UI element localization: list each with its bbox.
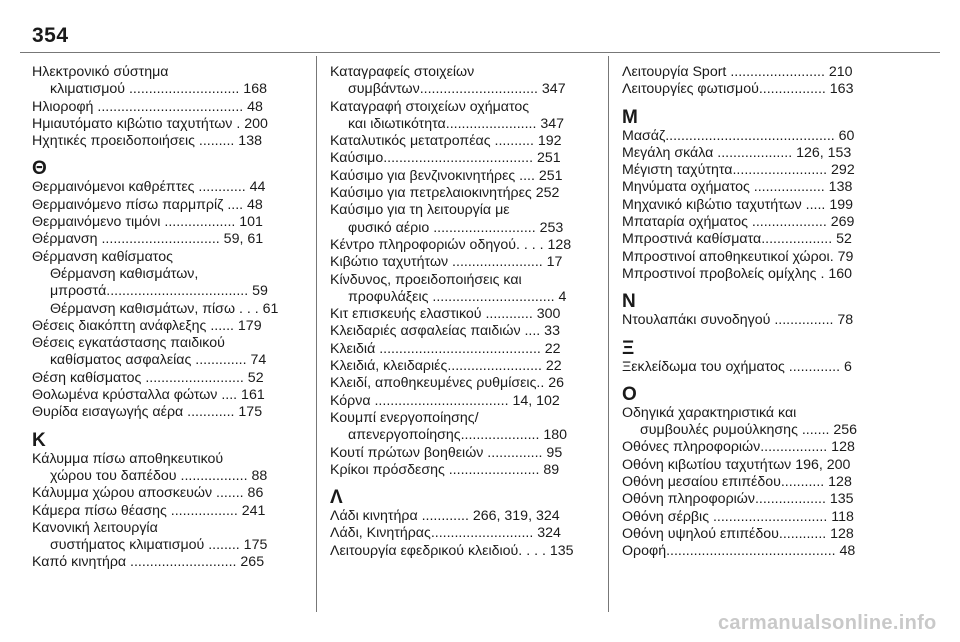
index-entry [622,249,890,266]
index-entry [622,474,890,491]
entry-continuation: συμβάντων.............................. 347 [348,81,566,98]
index-entry [32,485,300,502]
entry-continuation: χώρου του δαπέδου ................. 88 [50,467,268,484]
entry-term: Οθόνες πληροφοριών................. 128 [622,439,855,456]
entry-term: Μηχανικό κιβώτιο ταχυτήτων ..... 199 [622,196,853,213]
index-entry [330,543,598,560]
entry-term: Οθόνη μεσαίου επιπέδου........... 128 [622,474,852,491]
entry-term: Καύσιμο...................................... 251 [330,150,561,167]
entry-term: Θυρίδα εισαγωγής αέρα ............ 175 [32,404,263,421]
entry-continuation: φυσικό αέριο .......................... 253 [348,219,564,236]
index-entry [622,312,890,329]
index-entry [622,81,890,98]
entry-term: Μπροστινά καθίσματα.................. 52 [622,231,852,248]
index-entry [330,375,598,392]
section-letter: Ο [622,383,637,405]
entry-term: Κόρνα .................................. 14, 102 [330,392,560,409]
section-letter: Ξ [622,337,635,359]
index-entry [32,99,300,116]
index-column-3 [622,64,890,561]
entry-continuation: καθίσματος ασφαλείας ............. 74 [50,352,267,369]
column-divider [316,56,317,612]
entry-term: Λειτουργίες φωτισμού................. 163 [622,81,854,98]
entry-continuation: Θέρμανση καθισμάτων, [50,265,199,282]
index-entry [32,387,300,404]
entry-term: Κίνδυνος, προειδοποιήσεις και [330,271,522,288]
index-entry [622,162,890,179]
header-rule [20,52,940,53]
entry-term: Λάδι, Κινητήρας.......................... 324 [330,525,561,542]
entry-term: Θολωμένα κρύσταλλα φώτων .... 161 [32,387,265,404]
column-divider [608,56,609,612]
entry-term: Κιβώτιο ταχυτήτων ....................... 17 [330,254,563,271]
index-entry [622,64,890,81]
entry-term: Μπαταρία οχήματος ................... 269 [622,214,855,231]
index-entry [32,179,300,196]
index-entry [622,405,890,440]
entry-term: Λειτουργία Sport ........................ 210 [622,64,853,80]
entry-term: Κουμπί ενεργοποίησης/ [330,409,479,426]
entry-term: Καταλυτικός μετατροπέας .......... 192 [330,133,562,150]
index-entry [330,445,598,462]
index-entry [330,341,598,358]
entry-term: Κλειδιά, κλειδαριές........................ 22 [330,358,562,375]
index-entry [32,197,300,214]
entry-term: Καταγραφή στοιχείων οχήματος [330,98,530,115]
index-entry [622,214,890,231]
entry-continuation: συστήματος κλιματισμού ........ 175 [50,537,268,554]
index-entry [32,520,300,555]
entry-term: Μηνύματα οχήματος .................. 138 [622,179,853,196]
entry-term: Θέρμανση .............................. 59, 61 [32,231,264,248]
index-column-1 [32,64,300,572]
entry-term: Καύσιμο για βενζινοκινητήρες .... 251 [330,167,563,184]
entry-term: Θέσεις διακόπτη ανάφλεξης ...... 179 [32,317,262,334]
entry-term: Καύσιμο για τη λειτουργία με [330,202,510,219]
entry-term: Κάλυμμα πίσω αποθηκευτικού [32,450,224,467]
section-letter: Κ [32,429,46,451]
entry-term: Κέντρο πληροφοριών οδηγού. . . . 128 [330,236,572,253]
index-entry [32,64,300,99]
index-entry [32,451,300,486]
index-entry [330,185,598,202]
index-entry [32,370,300,387]
entry-continuation: κλιματισμού ............................ 168 [50,81,267,98]
index-entry [622,359,890,376]
index-entry [330,410,598,445]
index-entry [32,231,300,248]
index-entry [622,491,890,508]
index-entry [32,301,300,318]
index-entry [32,249,300,301]
entry-term: Κλειδί, αποθηκευμένες ρυθμίσεις.. 26 [330,375,565,392]
index-entry [330,525,598,542]
entry-term: Ξεκλείδωμα του οχήματος ............. 6 [622,358,852,375]
entry-term: Θέρμανση καθίσματος [32,248,173,265]
entry-term: Κρίκοι πρόσδεσης ....................... 89 [330,461,560,478]
entry-continuation: απενεργοποίησης.................... 180 [348,427,568,444]
entry-term: Οθόνη σέρβις ............................. 118 [622,508,854,525]
index-entry [330,150,598,167]
index-entry [330,306,598,323]
index-entry [330,168,598,185]
entry-term: Καύσιμο για πετρελαιοκινητήρες 252 [330,185,560,202]
index-entry [330,508,598,525]
entry-term: Μασάζ........................................... 60 [622,127,855,144]
entry-term: Θερμαινόμενο τιμόνι .................. 101 [32,214,263,231]
index-entry [622,197,890,214]
section-letter: Μ [622,106,638,128]
entry-term: Ημιαυτόματο κιβώτιο ταχυτήτων . 200 [32,115,268,132]
index-entry [330,202,598,237]
index-entry [622,543,890,560]
index-entry [32,554,300,571]
index-entry [32,404,300,421]
entry-term: Καπό κινητήρα ........................... 265 [32,554,265,571]
entry-term: Κάμερα πίσω θέασης ................. 241 [32,502,266,519]
index-entry [622,526,890,543]
index-entry [330,393,598,410]
entry-term: Ηλεκτρονικό σύστημα [32,64,169,80]
index-entry [330,462,598,479]
index-entry [330,237,598,254]
index-entry [32,133,300,150]
entry-term: Κανονική λειτουργία [32,519,158,536]
index-entry [622,266,890,283]
entry-term: Θέσεις εγκατάστασης παιδικού [32,335,225,352]
entry-term: Μεγάλη σκάλα ................... 126, 153 [622,144,852,161]
index-entry [330,358,598,375]
index-entry [622,179,890,196]
entry-term: Κλειδιά ......................................... 22 [330,340,561,357]
section-letter: Θ [32,158,47,180]
section-letter: Λ [330,487,343,509]
index-entry [622,439,890,456]
index-entry [330,64,598,99]
index-entry [32,116,300,133]
entry-continuation: και ιδιωτικότητα....................... 347 [348,115,565,132]
entry-term: Θέρμανση καθισμάτων, πίσω . . . 61 [50,300,279,317]
entry-term: Οθόνη υψηλού επιπέδου............ 128 [622,525,854,542]
index-entry [622,145,890,162]
entry-term: Κουτί πρώτων βοηθειών .............. 95 [330,444,563,461]
index-entry [32,318,300,335]
index-entry [32,335,300,370]
entry-term: Θερμαινόμενοι καθρέπτες ............ 44 [32,179,266,196]
entry-term: Κάλυμμα χώρου αποσκευών ....... 86 [32,485,264,502]
index-entry [32,214,300,231]
index-entry [622,457,890,474]
index-entry [330,133,598,150]
entry-term: Ηλιοροφή ..................................... 48 [32,98,263,115]
index-entry [622,231,890,248]
entry-term: Οροφή........................................... 48 [622,543,856,560]
entry-term: Κιτ επισκευής ελαστικού ............ 300 [330,306,561,323]
index-entry [330,254,598,271]
page-number: 354 [32,24,69,47]
entry-term: Κλειδαριές ασφαλείας παιδιών .... 33 [330,323,560,340]
entry-term: Λειτουργία εφεδρικού κλειδιού. . . . 135 [330,542,574,559]
entry-continuation: μπροστά.................................... 59 [50,283,268,300]
entry-term: Καταγραφείς στοιχείων [330,64,475,80]
entry-term: Ντουλαπάκι συνοδηγού ............... 78 [622,312,854,329]
index-entry [622,509,890,526]
index-entry [330,99,598,134]
entry-continuation: συμβουλές ρυμούλκησης ....... 256 [640,422,858,439]
entry-term: Λάδι κινητήρα ............ 266, 319, 324 [330,508,560,525]
index-entry [330,272,598,307]
entry-term: Θερμαινόμενο πίσω παρμπρίζ .... 48 [32,196,263,213]
entry-term: Οδηγικά χαρακτηριστικά και [622,404,797,421]
entry-term: Οθόνη κιβωτίου ταχυτήτων 196, 200 [622,456,851,473]
index-column-2 [330,64,598,560]
index-entry [622,128,890,145]
index-entry [330,323,598,340]
watermark: carmanualsonline.info [718,612,937,634]
entry-term: Μπροστινοί αποθηκευτικοί χώροι. 79 [622,248,854,265]
entry-term: Θέση καθίσματος ......................... 52 [32,369,264,386]
entry-term: Μέγιστη ταχύτητα........................ 292 [622,162,855,179]
entry-continuation: προφυλάξεις ............................... 4 [348,288,567,305]
entry-term: Ηχητικές προειδοποιήσεις ......... 138 [32,133,262,150]
index-entry [32,503,300,520]
entry-term: Μπροστινοί προβολείς ομίχλης . 160 [622,265,853,282]
entry-term: Οθόνη πληροφοριών.................. 135 [622,491,854,508]
section-letter: Ν [622,291,636,313]
